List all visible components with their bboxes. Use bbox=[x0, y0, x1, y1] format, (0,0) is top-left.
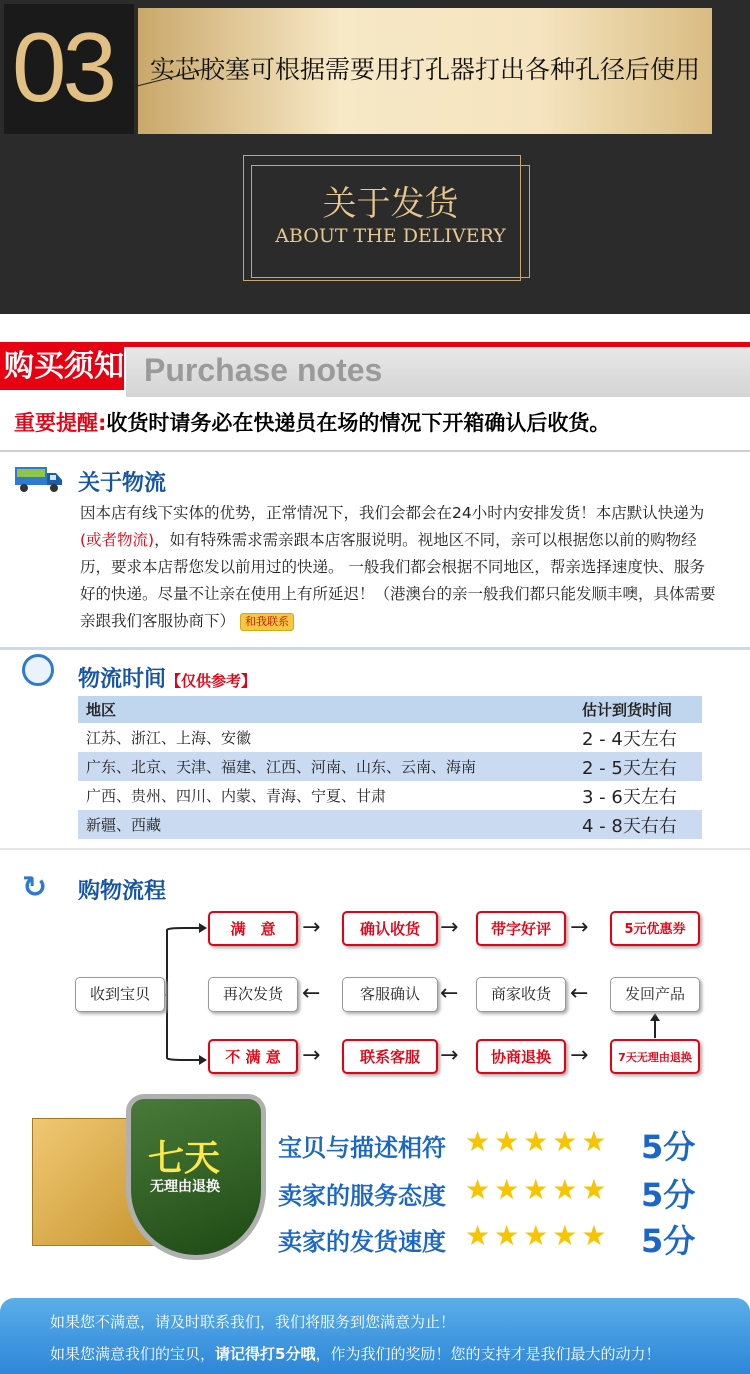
flow-merchant-receive: 商家收货 bbox=[476, 977, 566, 1012]
important-reminder bbox=[14, 407, 610, 437]
flow-receive-item: 收到宝贝 bbox=[75, 977, 165, 1012]
footer-line-1: 如果您不满意，请及时联系我们，我们将服务到您满意为止！ bbox=[50, 1313, 456, 1331]
arrow-right-icon: → bbox=[570, 915, 589, 940]
arrow-right-icon: → bbox=[302, 915, 321, 940]
flow-coupon: 5元优惠券 bbox=[610, 911, 700, 946]
reminder-text: 收货时请务必在快递员在场的情况下开箱确认后收货。 bbox=[106, 411, 611, 435]
arrow-right-icon: → bbox=[302, 1043, 321, 1068]
footer-line-2c: ，作为我们的奖励！您的支持才是我们最大的动力！ bbox=[315, 1345, 661, 1363]
arrow-right-icon: → bbox=[570, 1043, 589, 1068]
divider bbox=[0, 450, 750, 452]
logistics-time-title bbox=[78, 662, 256, 693]
region-cell: 广东、北京、天津、福建、江西、河南、山东、云南、海南 bbox=[86, 758, 477, 776]
flow-good-review: 带字好评 bbox=[476, 911, 566, 946]
delivery-title: 关于发货 bbox=[322, 184, 459, 224]
star-rating: ★★★★★ bbox=[465, 1125, 611, 1158]
table-row bbox=[78, 781, 702, 810]
flow-unsatisfied: 不 满 意 bbox=[208, 1039, 298, 1074]
rating-label: 宝贝与描述相符 bbox=[278, 1134, 446, 1162]
logistics-text bbox=[80, 500, 720, 635]
table-row bbox=[78, 752, 702, 781]
footer-line-2b: 请记得打5分哦 bbox=[215, 1345, 316, 1363]
time-cell: 2 - 4天左右 bbox=[582, 728, 677, 750]
reminder-label: 重要提醒: bbox=[14, 411, 107, 435]
rating-score: 5分 bbox=[641, 1176, 696, 1214]
delivery-time-table bbox=[78, 696, 702, 839]
time-cell: 2 - 5天左右 bbox=[582, 757, 677, 779]
flow-satisfied: 满 意 bbox=[208, 911, 298, 946]
arrow-left-icon: ← bbox=[440, 981, 459, 1006]
arrow-left-icon: ← bbox=[570, 981, 589, 1006]
shield-subtitle: 无理由退换 bbox=[150, 1179, 220, 1195]
logistics-time-note: 【仅供参考】 bbox=[166, 672, 257, 690]
flow-confirm-receipt: 确认收货 bbox=[342, 911, 438, 946]
clock-icon bbox=[22, 654, 54, 686]
rating-label: 卖家的发货速度 bbox=[278, 1228, 446, 1256]
table-row bbox=[78, 810, 702, 839]
time-cell: 3 - 6天左右 bbox=[582, 786, 677, 808]
logistics-para-red: (或者物流) bbox=[80, 531, 155, 549]
logistics-para-2: ，如有特殊需求需亲跟本店客服说明。视地区不同，亲可以根据您以前的购物经历，要求本店帮您发以前用过的快递。 一般我们都会根据不同地区，帮亲选择速度快、服务好的快递。尽量不让亲在使用上有所延迟！（港澳台的亲一般我们都只能发顺丰噢，具体需要亲跟我们客服协商下） bbox=[80, 531, 716, 630]
footer-line-2a: 如果您满意我们的宝贝， bbox=[50, 1345, 216, 1363]
arrow-right-icon: → bbox=[440, 1043, 459, 1068]
arrow-left-icon: ← bbox=[302, 981, 321, 1006]
logistics-para-1: 因本店有线下实体的优势，正常情况下，我们会都会在24小时内安排发货！本店默认快递为 bbox=[80, 504, 705, 522]
divider bbox=[0, 647, 750, 650]
notes-title-cn: 购买须知 bbox=[0, 344, 124, 390]
divider bbox=[0, 848, 750, 850]
truck-icon bbox=[14, 463, 64, 495]
arrow-right-icon: → bbox=[440, 915, 459, 940]
rating-score: 5分 bbox=[641, 1128, 696, 1166]
table-header bbox=[78, 696, 702, 723]
shopping-flow-title: 购物流程 bbox=[78, 879, 167, 904]
rating-label: 卖家的服务态度 bbox=[278, 1182, 446, 1210]
refresh-icon: ↻ bbox=[22, 870, 48, 905]
flow-contact-service: 联系客服 bbox=[342, 1039, 438, 1074]
star-rating: ★★★★★ bbox=[465, 1219, 611, 1252]
delivery-subtitle: ABOUT THE DELIVERY bbox=[275, 225, 506, 247]
time-cell: 4 - 8天右右 bbox=[582, 815, 677, 837]
flow-return-product: 发回产品 bbox=[610, 977, 700, 1012]
region-cell: 江苏、浙江、上海、安徽 bbox=[86, 729, 252, 747]
flow-resend: 再次发货 bbox=[208, 977, 298, 1012]
header-time: 估计到货时间 bbox=[582, 701, 673, 719]
notes-title-en: Purchase notes bbox=[144, 352, 383, 388]
table-row bbox=[78, 723, 702, 752]
region-cell: 广西、贵州、四川、内蒙、青海、宁夏、甘肃 bbox=[86, 787, 387, 805]
logistics-title: 关于物流 bbox=[78, 471, 167, 496]
shield-title: 七天 bbox=[148, 1138, 221, 1179]
footer-line-2 bbox=[50, 1343, 660, 1364]
star-rating: ★★★★★ bbox=[465, 1173, 611, 1206]
step-text: 实芯胶塞可根据需要用打孔器打出各种孔径后使用 bbox=[150, 55, 701, 84]
logistics-time-heading: 物流时间 bbox=[78, 667, 167, 692]
flow-service-confirm: 客服确认 bbox=[342, 977, 438, 1012]
header-region: 地区 bbox=[86, 701, 117, 719]
region-cell: 新疆、西藏 bbox=[86, 816, 162, 834]
contact-me-button[interactable]: 和我联系 bbox=[240, 613, 294, 631]
flow-7day-return: 7天无理由退换 bbox=[610, 1039, 700, 1074]
step-number: 03 bbox=[12, 12, 114, 122]
flow-negotiate-return: 协商退换 bbox=[476, 1039, 566, 1074]
rating-score: 5分 bbox=[641, 1222, 696, 1260]
